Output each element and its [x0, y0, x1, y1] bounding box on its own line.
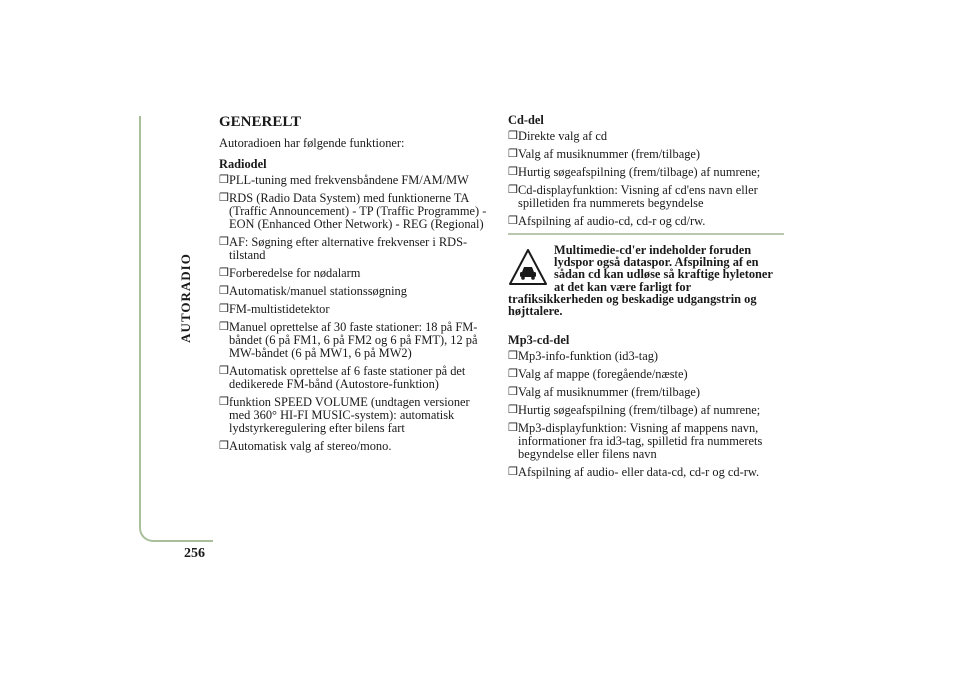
list-item: ❒ Valg af mappe (foregående/næste) — [508, 367, 688, 382]
list-item: ❒ Cd-displayfunktion: Visning af cd'ens navn eller spilletiden fra nummerets begyndelse — [508, 183, 758, 210]
bullet-box-icon: ❒ — [508, 422, 518, 435]
list-item: ❒ Direkte valg af cd — [508, 129, 608, 143]
list-item: ❒ Automatisk valg af stereo/mono. — [219, 439, 392, 453]
list-item: ❒ Manuel oprettelse af 30 faste stationer: 18 på FM-båndet (6 på FM1, 6 på FM2 og 6 på FMT), 12 på MW-båndet (6 på MW1, 6 på MW2) — [219, 320, 478, 360]
list-item: ❒ FM-multistidetektor — [219, 302, 330, 316]
list-item: ❒ Valg af musiknummer (frem/tilbage) — [508, 147, 701, 161]
mp3-feature-list — [508, 350, 784, 479]
bullet-box-icon: ❒ — [508, 215, 518, 227]
bullet-box-icon: ❒ — [508, 404, 518, 417]
bullet-box-icon: ❒ — [508, 466, 518, 479]
list-item: ❒ Mp3-displayfunktion: Visning af mappens navn, informationer fra id3-tag, spilletid fra nummerets begyndelse eller filens navn — [508, 421, 763, 462]
bullet-box-icon: ❒ — [508, 166, 518, 178]
list-item: ❒ Afspilning af audio- eller data-cd, cd-r og cd-rw. — [508, 465, 760, 480]
bullet-box-icon: ❒ — [219, 267, 229, 279]
bullet-box-icon: ❒ — [508, 130, 518, 142]
cd-heading: Cd-del — [508, 113, 544, 127]
bullet-box-icon: ❒ — [219, 192, 229, 204]
bullet-box-icon: ❒ — [219, 396, 229, 408]
bullet-box-icon: ❒ — [508, 350, 518, 363]
cd-feature-list — [508, 130, 784, 228]
warning-text: Multimedie-cd'er indeholder foruden lydspor også dataspor. Afspilning af en sådan cd kan udløse så kraftige hyletoner at det kan være farligt for trafiksikkerheden og beskadige udgangstrin og højttalere. — [508, 243, 773, 319]
bullet-box-icon: ❒ — [219, 321, 229, 333]
bullet-box-icon: ❒ — [508, 184, 518, 196]
list-item: ❒ RDS (Radio Data System) med funktionerne TA (Traffic Announcement) - TP (Traffic Programme) - EON (Enhanced Other Network) - REG (Regional) — [219, 191, 487, 231]
bullet-box-icon: ❒ — [219, 174, 229, 186]
list-item: ❒ Hurtig søgeafspilning (frem/tilbage) af numrene; — [508, 403, 761, 418]
list-item: ❒ AF: Søgning efter alternative frekvenser i RDS-tilstand — [219, 235, 468, 262]
bullet-box-icon: ❒ — [219, 236, 229, 248]
section-side-label: AUTORADIO — [178, 253, 193, 343]
bullet-box-icon: ❒ — [219, 303, 229, 315]
section-title: GENERELT — [219, 114, 301, 130]
page-frame-border — [139, 116, 213, 542]
radio-heading: Radiodel — [219, 157, 267, 171]
list-item: ❒ Hurtig søgeafspilning (frem/tilbage) af numrene; — [508, 165, 761, 179]
list-item: ❒ Mp3-info-funktion (id3-tag) — [508, 349, 659, 364]
bullet-box-icon: ❒ — [219, 365, 229, 377]
page-number: 256 — [184, 546, 205, 561]
bullet-box-icon: ❒ — [508, 148, 518, 160]
warning-box — [508, 233, 784, 317]
bullet-box-icon: ❒ — [219, 440, 229, 452]
list-item: ❒ Forberedelse for nødalarm — [219, 266, 361, 280]
mp3-heading: Mp3-cd-del — [508, 333, 570, 348]
mp3-section — [508, 334, 784, 479]
list-item: ❒ PLL-tuning med frekvensbåndene FM/AM/MW — [219, 173, 469, 187]
left-column — [219, 114, 493, 458]
right-column — [508, 114, 784, 484]
list-item: ❒ Automatisk/manuel stationssøgning — [219, 284, 407, 298]
bullet-box-icon: ❒ — [508, 368, 518, 381]
bullet-box-icon: ❒ — [219, 285, 229, 297]
list-item: ❒ Automatisk oprettelse af 6 faste stationer på det dedikerede FM-bånd (Autostore-funktion) — [219, 364, 466, 391]
list-item: ❒ Valg af musiknummer (frem/tilbage) — [508, 385, 701, 400]
radio-feature-list — [219, 174, 493, 453]
bullet-box-icon: ❒ — [508, 386, 518, 399]
list-item: ❒ Afspilning af audio-cd, cd-r og cd/rw. — [508, 214, 706, 228]
warning-triangle-car-icon — [508, 248, 548, 286]
intro-paragraph: Autoradioen har følgende funktioner: — [219, 136, 405, 150]
list-item: ❒ funktion SPEED VOLUME (undtagen versioner med 360° HI-FI MUSIC-system): automatisk lydstyrkeregulering efter bilens fart — [219, 395, 470, 435]
